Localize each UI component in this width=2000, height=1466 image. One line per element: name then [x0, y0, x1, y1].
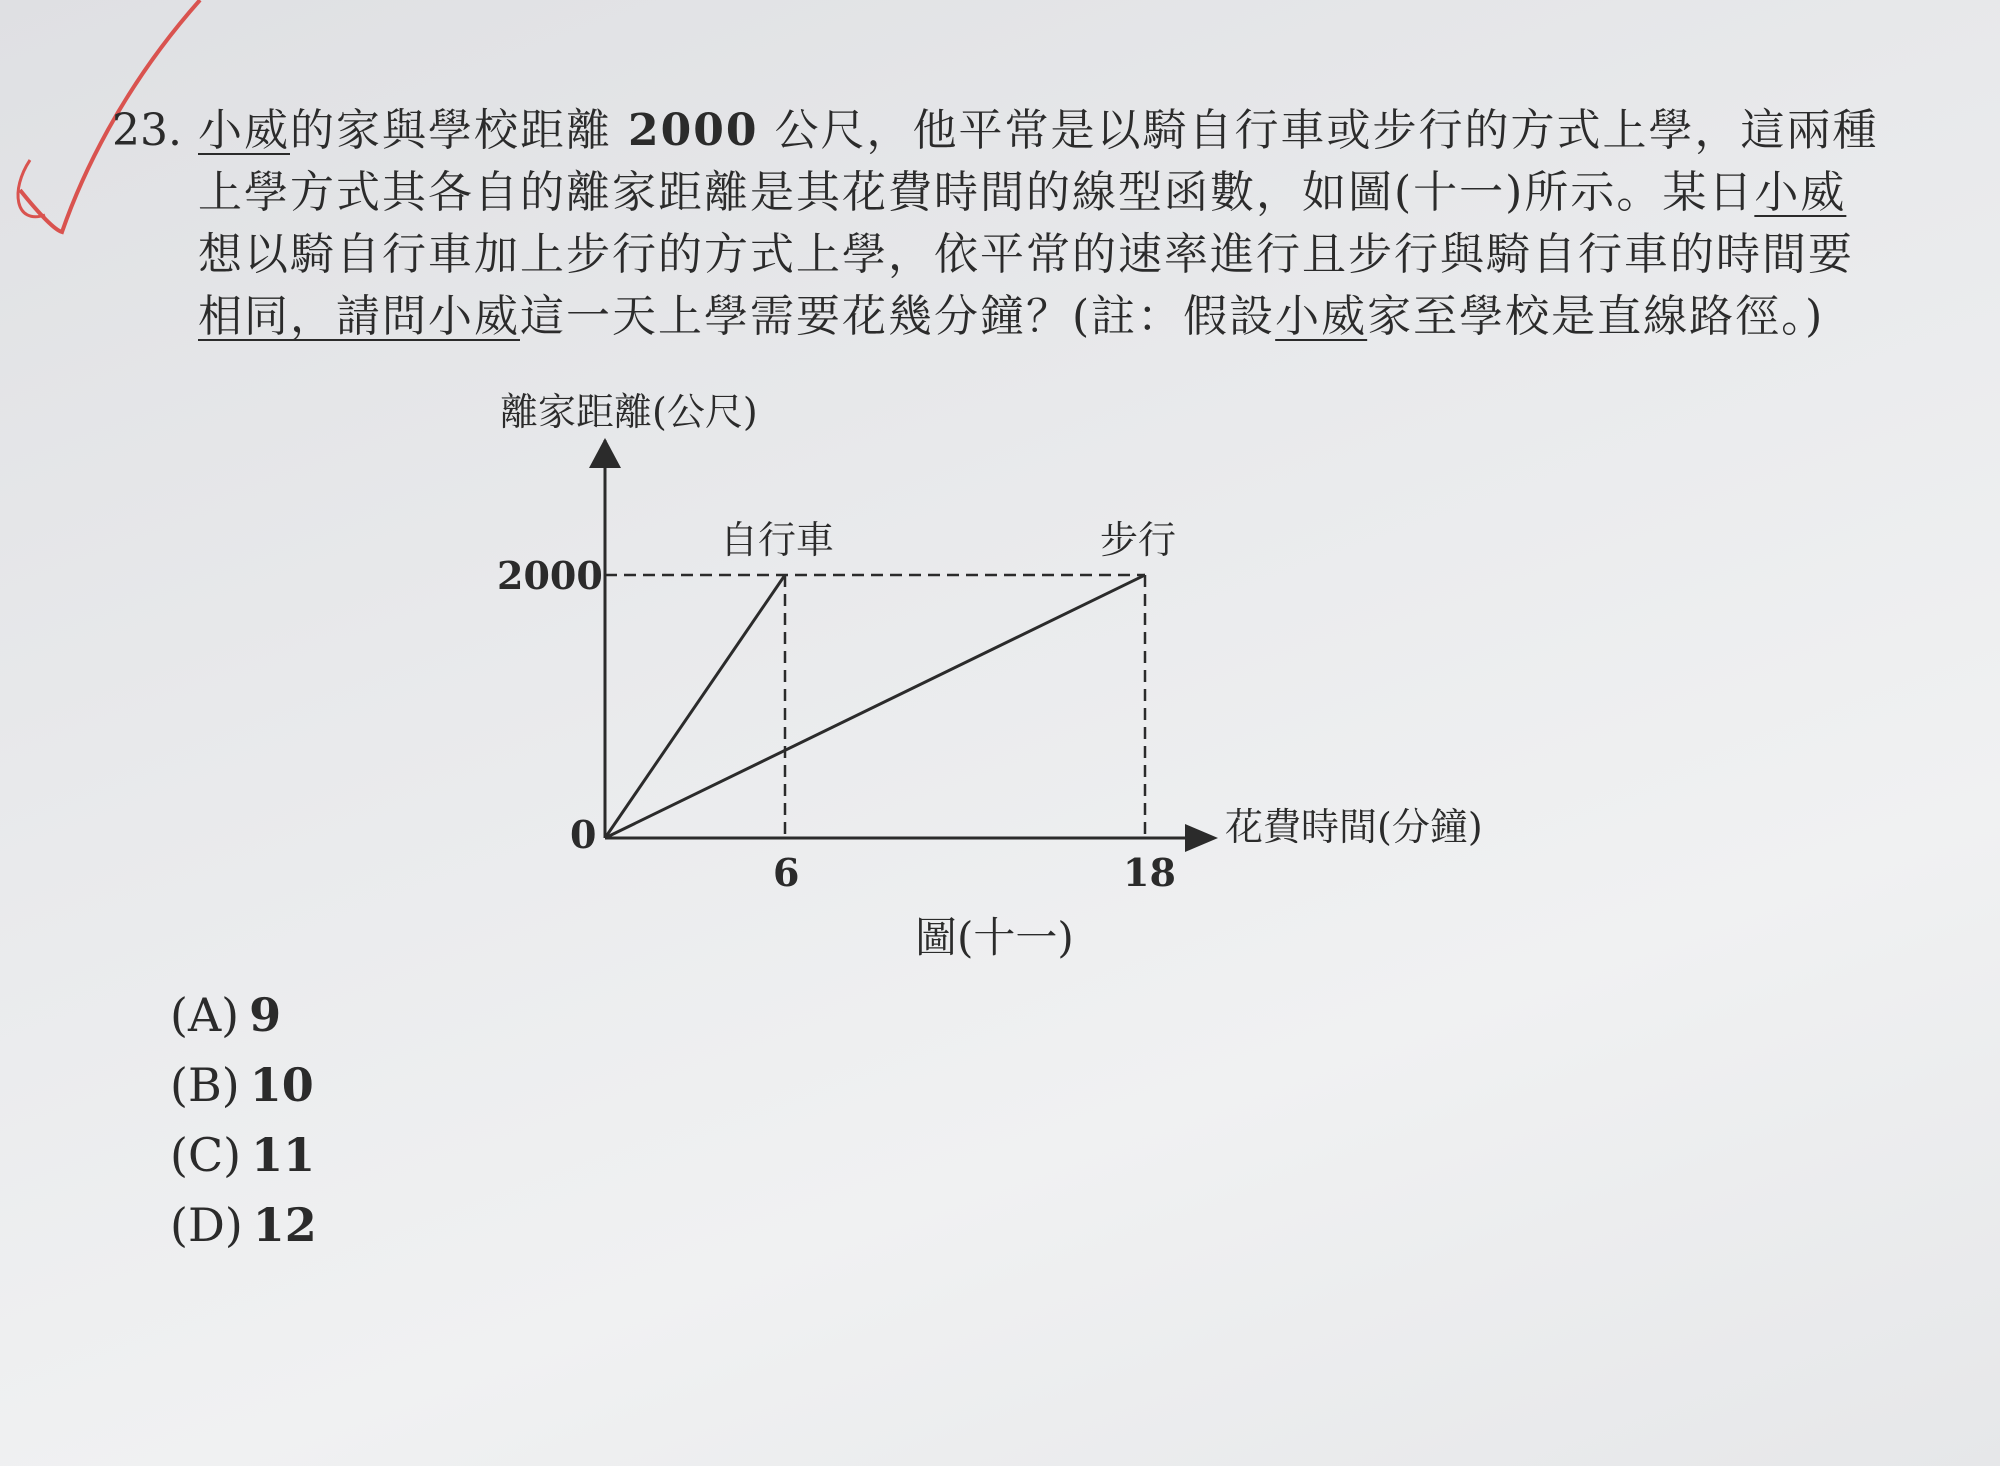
distance-value: 2000: [628, 105, 759, 156]
question-number: 23.: [112, 105, 182, 156]
walking-label: 步行: [1100, 518, 1177, 562]
choice-c[interactable]: (C) 11: [170, 1128, 316, 1182]
choice-b[interactable]: (B) 10: [170, 1058, 314, 1112]
student-name: 小威: [198, 105, 290, 156]
y-axis-label: 離家距離(公尺): [500, 390, 758, 434]
student-name: 小威: [428, 291, 520, 342]
origin-label: 0: [570, 812, 597, 857]
y-tick-2000: 2000: [497, 553, 603, 598]
figure-11: [440, 380, 1580, 980]
answer-choices: [170, 980, 317, 1260]
choice-d[interactable]: (D) 12: [170, 1198, 317, 1252]
x-tick-18: 18: [1123, 850, 1176, 895]
question-line-2: 上學方式其各自的離家距離是其花費時間的線型函數，如圖(十一)所示。某日小威: [198, 167, 1847, 218]
bicycle-line: [605, 575, 785, 838]
x-tick-6: 6: [773, 850, 800, 895]
bicycle-label: 自行車: [720, 518, 835, 562]
question-line-3: 想以騎自行車加上步行的方式上學，依平常的速率進行且步行與騎自行車的時間要: [198, 229, 1854, 280]
x-axis-label: 花費時間(分鐘): [1225, 805, 1483, 849]
question-line-4: 相同，請問小威這一天上學需要花幾分鐘？(註：假設小威家至學校是直線路徑。): [198, 291, 1825, 342]
red-check-mark: [0, 0, 220, 260]
walking-line: [605, 575, 1145, 838]
x-axis-arrow: [1185, 824, 1218, 852]
choice-a[interactable]: (A) 9: [170, 988, 282, 1042]
student-name: 小威: [1275, 291, 1368, 342]
y-axis-arrow: [589, 438, 621, 468]
distance-time-chart: [440, 380, 1580, 980]
question-line-1: 小威的家與學校距離 2000 公尺，他平常是以騎自行車或步行的方式上學，這兩種: [198, 105, 1879, 156]
student-name: 小威: [1754, 167, 1847, 218]
figure-caption: 圖(十一): [915, 913, 1074, 962]
